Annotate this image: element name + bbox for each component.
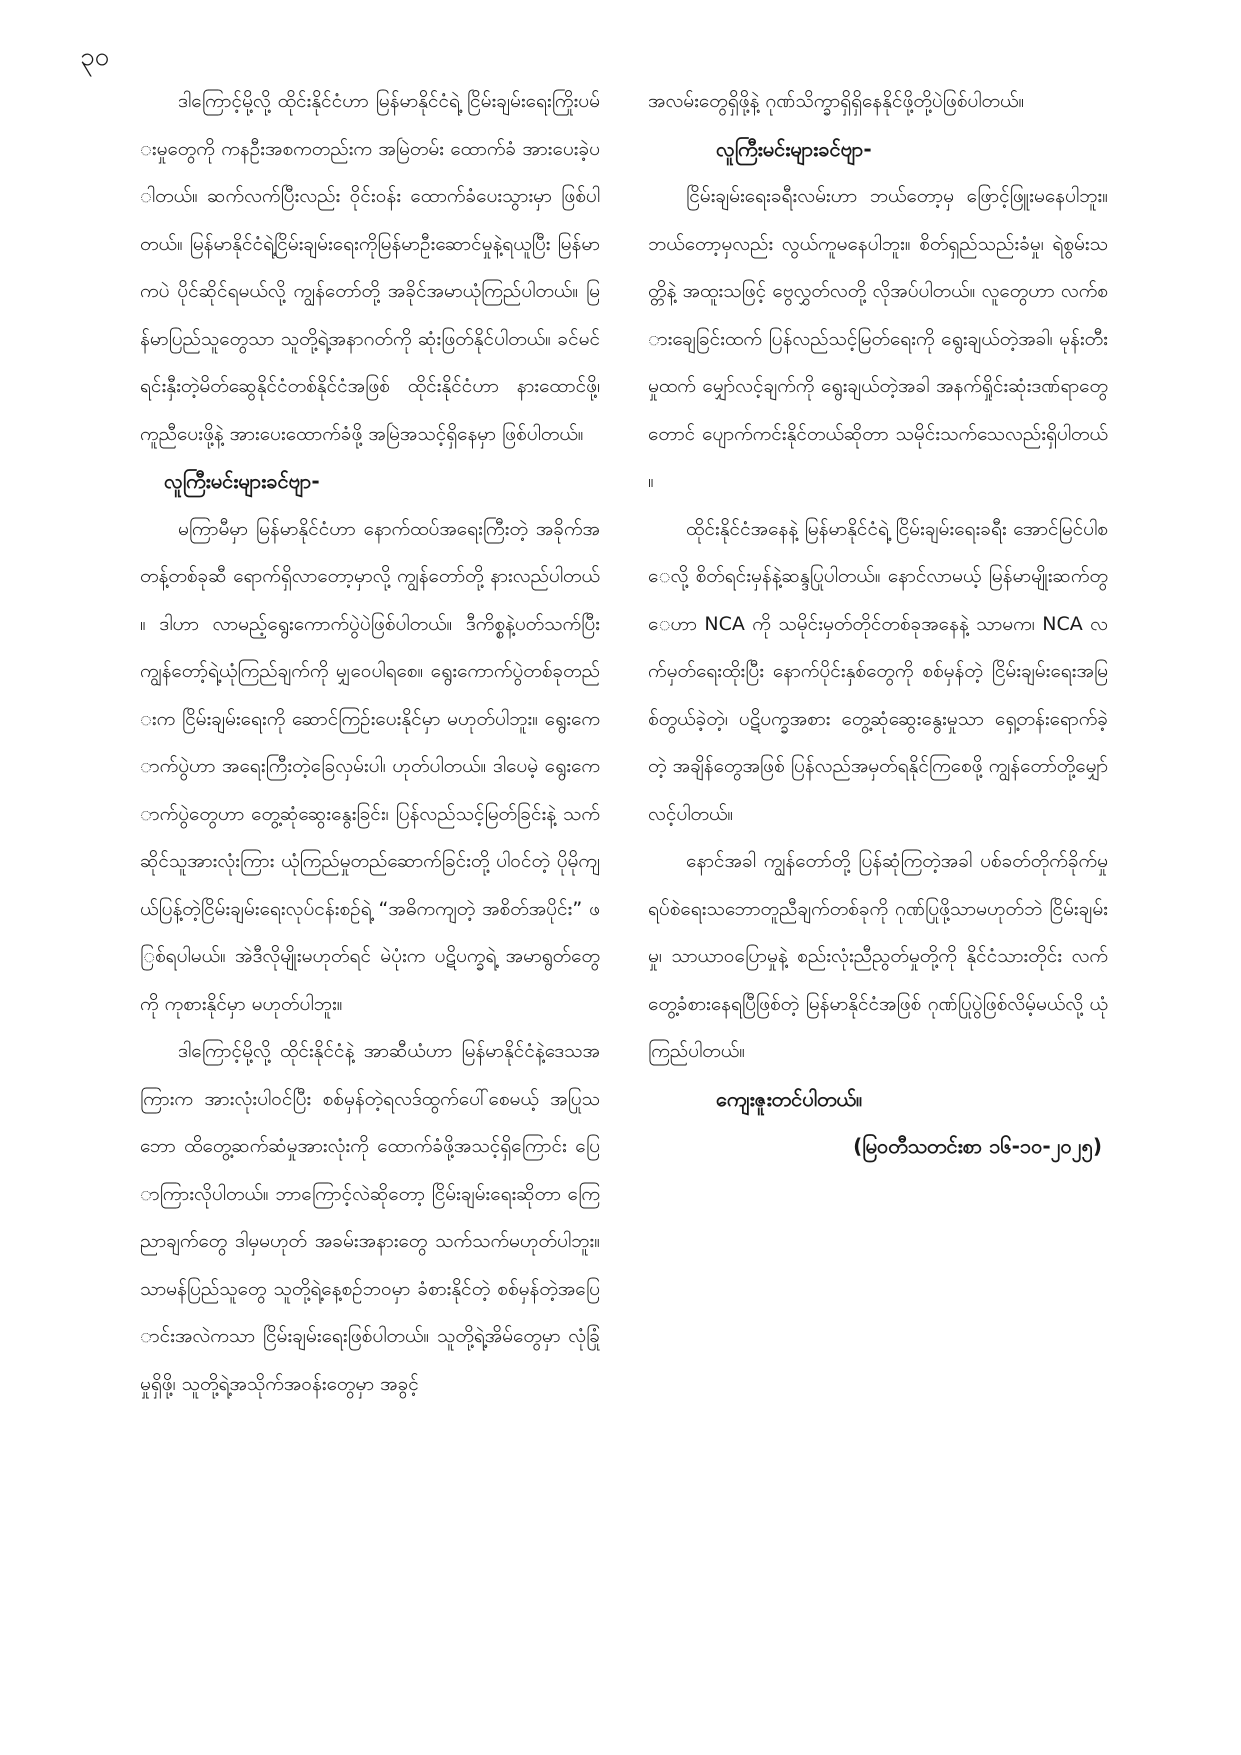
left-column [140, 78, 600, 1408]
page-number: ၃၀ [80, 42, 110, 72]
right-paragraph-4: နောင်အခါ ကျွန်တော်တို့ ပြန်ဆုံကြတဲ့အခါ ပစ်ခတ်တိုက်ခိုက်မှုရပ်စဲရေးသဘောတူညီချက်တစ်ခုကို ဂုဏ်ပြုဖို့သာမဟုတ်ဘဲ ငြိမ်းချမ်းမှု၊ သာယာဝပြောမှုနဲ့ စည်းလုံးညီညွတ်မှုတို့ကို နိုင်ငံသားတိုင်း လက်တွေ့ခံစားနေရပြီဖြစ်တဲ့ မြန်မာနိုင်ငံအဖြစ် ဂုဏ်ပြုပွဲဖြစ်လိမ့်မယ်လို့ ယုံကြည်ပါတယ်။ [648, 850, 1108, 1062]
right-column [648, 78, 1108, 1171]
left-paragraph-1: ဒါကြောင့်မို့လို့ ထိုင်းနိုင်ငံဟာ မြန်မာနိုင်ငံရဲ့ ငြိမ်းချမ်းရေးကြိုးပမ်းမှုတွေကို ကနဦးအစကတည်းက အမြဲတမ်း ထောက်ခံ အားပေးခဲ့ပါတယ်။ ဆက်လက်ပြီးလည်း ဝိုင်းဝန်း ထောက်ခံပေးသွားမှာ ဖြစ်ပါတယ်။ မြန်မာနိုင်ငံရဲ့ငြိမ်းချမ်းရေးကိုမြန်မာဦးဆောင်မှုနဲ့ရယူပြီး မြန်မာကပဲ ပိုင်ဆိုင်ရမယ်လို့ ကျွန်တော်တို့ အခိုင်အမာယုံကြည်ပါတယ်။ မြန်မာပြည်သူတွေသာ သူတို့ရဲ့အနာဂတ်ကို ဆုံးဖြတ်နိုင်ပါတယ်။ ခင်မင်ရင်းနှီးတဲ့မိတ်ဆွေနိုင်ငံတစ်နိုင်ငံအဖြစ် ထိုင်းနိုင်ငံဟာ နားထောင်ဖို့၊ ကူညီပေးဖို့နဲ့ အားပေးထောက်ခံဖို့ အမြဲအသင့်ရှိနေမှာ ဖြစ်ပါတယ်။ [140, 90, 600, 445]
left-section-heading: လူကြီးမင်းများခင်ဗျာ- [164, 469, 320, 493]
right-paragraph-1: အလမ်းတွေရှိဖို့နဲ့ ဂုဏ်သိက္ခာရှိရှိနေနိုင်ဖို့တို့ပဲဖြစ်ပါတယ်။ [648, 90, 1025, 112]
right-paragraph-2: ငြိမ်းချမ်းရေးခရီးလမ်းဟာ ဘယ်တော့မှ ဖြောင့်ဖြူးမနေပါဘူး။ ဘယ်တော့မှလည်း လွယ်ကူမနေပါဘူး။ စိတ်ရှည်သည်းခံမှု၊ ရဲစွမ်းသတ္တိနဲ့ အထူးသဖြင့် ဗွေလွှတ်လတို့ လိုအပ်ပါတယ်။ လူတွေဟာ လက်စားချေခြင်းထက် ပြန်လည်သင့်မြတ်ရေးကို ရွေးချယ်တဲ့အခါ၊ မုန်းတီးမှုထက် မျှော်လင့်ချက်ကို ရွေးချယ်တဲ့အခါ အနက်ရှိုင်းဆုံးဒဏ်ရာတွေတောင် ပျောက်ကင်းနိုင်တယ်ဆိုတာ သမိုင်းသက်သေလည်းရှိပါတယ်။ [648, 185, 1108, 492]
closing-thanks: ကျေးဇူးတင်ပါတယ်။ [716, 1086, 863, 1111]
source-citation: (မြဝတီသတင်းစာ ၁၆-၁၀-၂၀၂၅) [853, 1134, 1102, 1158]
left-paragraph-3: ဒါကြောင့်မို့လို့ ထိုင်းနိုင်ငံနဲ့ အာဆီယံဟာ မြန်မာနိုင်ငံနဲ့ဒေသအကြားက အားလုံးပါဝင်ပြီး စစ်မှန်တဲ့ရလဒ်ထွက်ပေါ်စေမယ့် အပြုသဘော ထိတွေ့ဆက်ဆံမှုအားလုံးကို ထောက်ခံဖို့အသင့်ရှိကြောင်း ပြောကြားလိုပါတယ်။ ဘာကြောင့်လဲဆိုတော့ ငြိမ်းချမ်းရေးဆိုတာ ကြေညာချက်တွေ ဒါမှမဟုတ် အခမ်းအနားတွေ သက်သက်မဟုတ်ပါဘူး။ သာမန်ပြည်သူတွေ သူတို့ရဲ့နေ့စဉ်ဘဝမှာ ခံစားနိုင်တဲ့ စစ်မှန်တဲ့အပြောင်းအလဲကသာ ငြိမ်းချမ်းရေးဖြစ်ပါတယ်။ သူတို့ရဲ့အိမ်တွေမှာ လုံခြုံမှုရှိဖို့၊ သူတို့ရဲ့အသိုက်အဝန်းတွေမှာ အခွင့် [140, 1040, 600, 1395]
right-paragraph-3: ထိုင်းနိုင်ငံအနေနဲ့ မြန်မာနိုင်ငံရဲ့ ငြိမ်းချမ်းရေးခရီး အောင်မြင်ပါစေလို့ စိတ်ရင်းမှန်နဲ့ဆန္ဒပြုပါတယ်။ နောင်လာမယ့် မြန်မာမျိုးဆက်တွေဟာ NCA ကို သမိုင်းမှတ်တိုင်တစ်ခုအနေနဲ့ သာမက၊ NCA လက်မှတ်ရေးထိုးပြီး နောက်ပိုင်းနှစ်တွေကို စစ်မှန်တဲ့ ငြိမ်းချမ်းရေးအမြစ်တွယ်ခဲ့တဲ့၊ ပဋိပက္ခအစား တွေ့ဆုံဆွေးနွေးမှုသာ ရှေ့တန်းရောက်ခဲ့တဲ့ အချိန်တွေအဖြစ် ပြန်လည်အမှတ်ရနိုင်ကြစေဖို့ ကျွန်တော်တို့မျှော်လင့်ပါတယ်။ [648, 517, 1108, 825]
left-paragraph-2: မကြာမီမှာ မြန်မာနိုင်ငံဟာ နောက်ထပ်အရေးကြီးတဲ့ အခိုက်အတန့်တစ်ခုဆီ ရောက်ရှိလာတော့မှာလို့ ကျွန်တော်တို့ နားလည်ပါတယ်။ ဒါဟာ လာမည့်ရွေးကောက်ပွဲပဲဖြစ်ပါတယ်။ ဒီကိစ္စနဲ့ပတ်သက်ပြီး ကျွန်တော့်ရဲ့ယုံကြည်ချက်ကို မျှဝေပါရစေ။ ရွေးကောက်ပွဲတစ်ခုတည်းက ငြိမ်းချမ်းရေးကို ဆောင်ကြဉ်းပေးနိုင်မှာ မဟုတ်ပါဘူး။ ရွေးကောက်ပွဲဟာ အရေးကြီးတဲ့ခြေလှမ်းပါ၊ ဟုတ်ပါတယ်။ ဒါပေမဲ့ ရွေးကောက်ပွဲတွေဟာ တွေ့ဆုံဆွေးနွေးခြင်း၊ ပြန်လည်သင့်မြတ်ခြင်းနဲ့ သက်ဆိုင်သူအားလုံးကြား ယုံကြည်မှုတည်ဆောက်ခြင်းတို့ ပါဝင်တဲ့ ပိုမိုကျယ်ပြန့်တဲ့ငြိမ်းချမ်းရေးလုပ်ငန်းစဉ်ရဲ့ “အဓိကကျတဲ့ အစိတ်အပိုင်း” ဖြစ်ရပါမယ်။ အဲဒီလိုမျိုးမဟုတ်ရင် မဲပုံးက ပဋိပက္ခရဲ့ အမာရွတ်တွေကို ကုစားနိုင်မှာ မဟုတ်ပါဘူး။ [140, 517, 600, 1015]
right-section-heading: လူကြီးမင်းများခင်ဗျာ- [716, 136, 872, 161]
